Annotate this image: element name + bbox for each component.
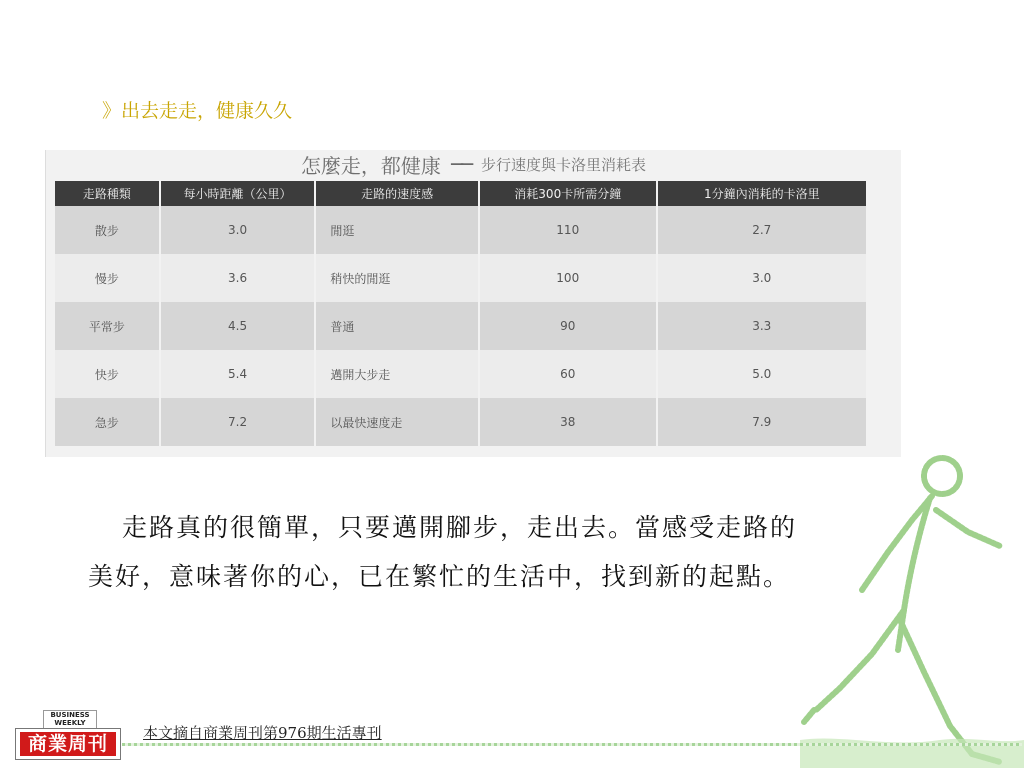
logo-main-label: 商業周刊 [20, 732, 116, 756]
table-cell: 散步 [55, 206, 159, 254]
column-header: 走路種類 [55, 181, 159, 206]
table-cell: 快步 [55, 350, 159, 398]
table-cell: 5.4 [161, 350, 315, 398]
table-cell: 急步 [55, 398, 159, 446]
table-cell: 3.0 [658, 254, 866, 302]
body-text [88, 503, 808, 601]
table-header-row [55, 181, 866, 206]
table-cell: 7.2 [161, 398, 315, 446]
table-row [55, 350, 866, 398]
table-cell: 60 [480, 350, 656, 398]
table-cell: 邁開大步走 [316, 350, 478, 398]
table-title-main: 怎麼走，都健康 [300, 153, 441, 178]
table-cell: 3.6 [161, 254, 315, 302]
table-cell: 閒逛 [316, 206, 478, 254]
table-title [46, 150, 901, 178]
logo-top-label: BUSINESS WEEKLY [43, 710, 97, 729]
table-row [55, 206, 866, 254]
table-cell: 110 [480, 206, 656, 254]
logo-box [15, 728, 121, 760]
table-cell: 90 [480, 302, 656, 350]
table-cell: 普通 [316, 302, 478, 350]
table-cell: 2.7 [658, 206, 866, 254]
footer-divider [122, 743, 1022, 746]
table-title-dash: ── [450, 152, 472, 176]
calorie-table [53, 181, 868, 446]
column-header: 1分鐘內消耗的卡洛里 [658, 181, 866, 206]
business-weekly-logo-icon [15, 710, 121, 760]
subtitle: 》出去走走，健康久久 [102, 100, 293, 122]
table-cell: 3.0 [161, 206, 315, 254]
table-cell: 慢步 [55, 254, 159, 302]
table-row [55, 254, 866, 302]
table-row [55, 302, 866, 350]
walking-calorie-table-image [45, 150, 901, 457]
table-cell: 3.3 [658, 302, 866, 350]
column-header: 每小時距離（公里） [161, 181, 315, 206]
body-paragraph: 走路真的很簡單，只要邁開腳步，走出去。當感受走路的美好，意味著你的心，已在繁忙的生活中，找到新的起點。 [88, 513, 798, 591]
table-cell: 以最快速度走 [316, 398, 478, 446]
table-cell: 38 [480, 398, 656, 446]
table-cell: 7.9 [658, 398, 866, 446]
walking-figure-decoration-icon [800, 440, 1024, 768]
column-header: 走路的速度感 [316, 181, 478, 206]
table-row [55, 398, 866, 446]
table-cell: 100 [480, 254, 656, 302]
table-cell: 4.5 [161, 302, 315, 350]
table-cell: 5.0 [658, 350, 866, 398]
table-cell: 平常步 [55, 302, 159, 350]
table-title-sub: 步行速度與卡洛里消耗表 [481, 155, 647, 174]
source-link[interactable]: 本文摘自商業周刊第976期生活專刊 [143, 724, 382, 742]
table-cell: 稍快的閒逛 [316, 254, 478, 302]
column-header: 消耗300卡所需分鐘 [480, 181, 656, 206]
